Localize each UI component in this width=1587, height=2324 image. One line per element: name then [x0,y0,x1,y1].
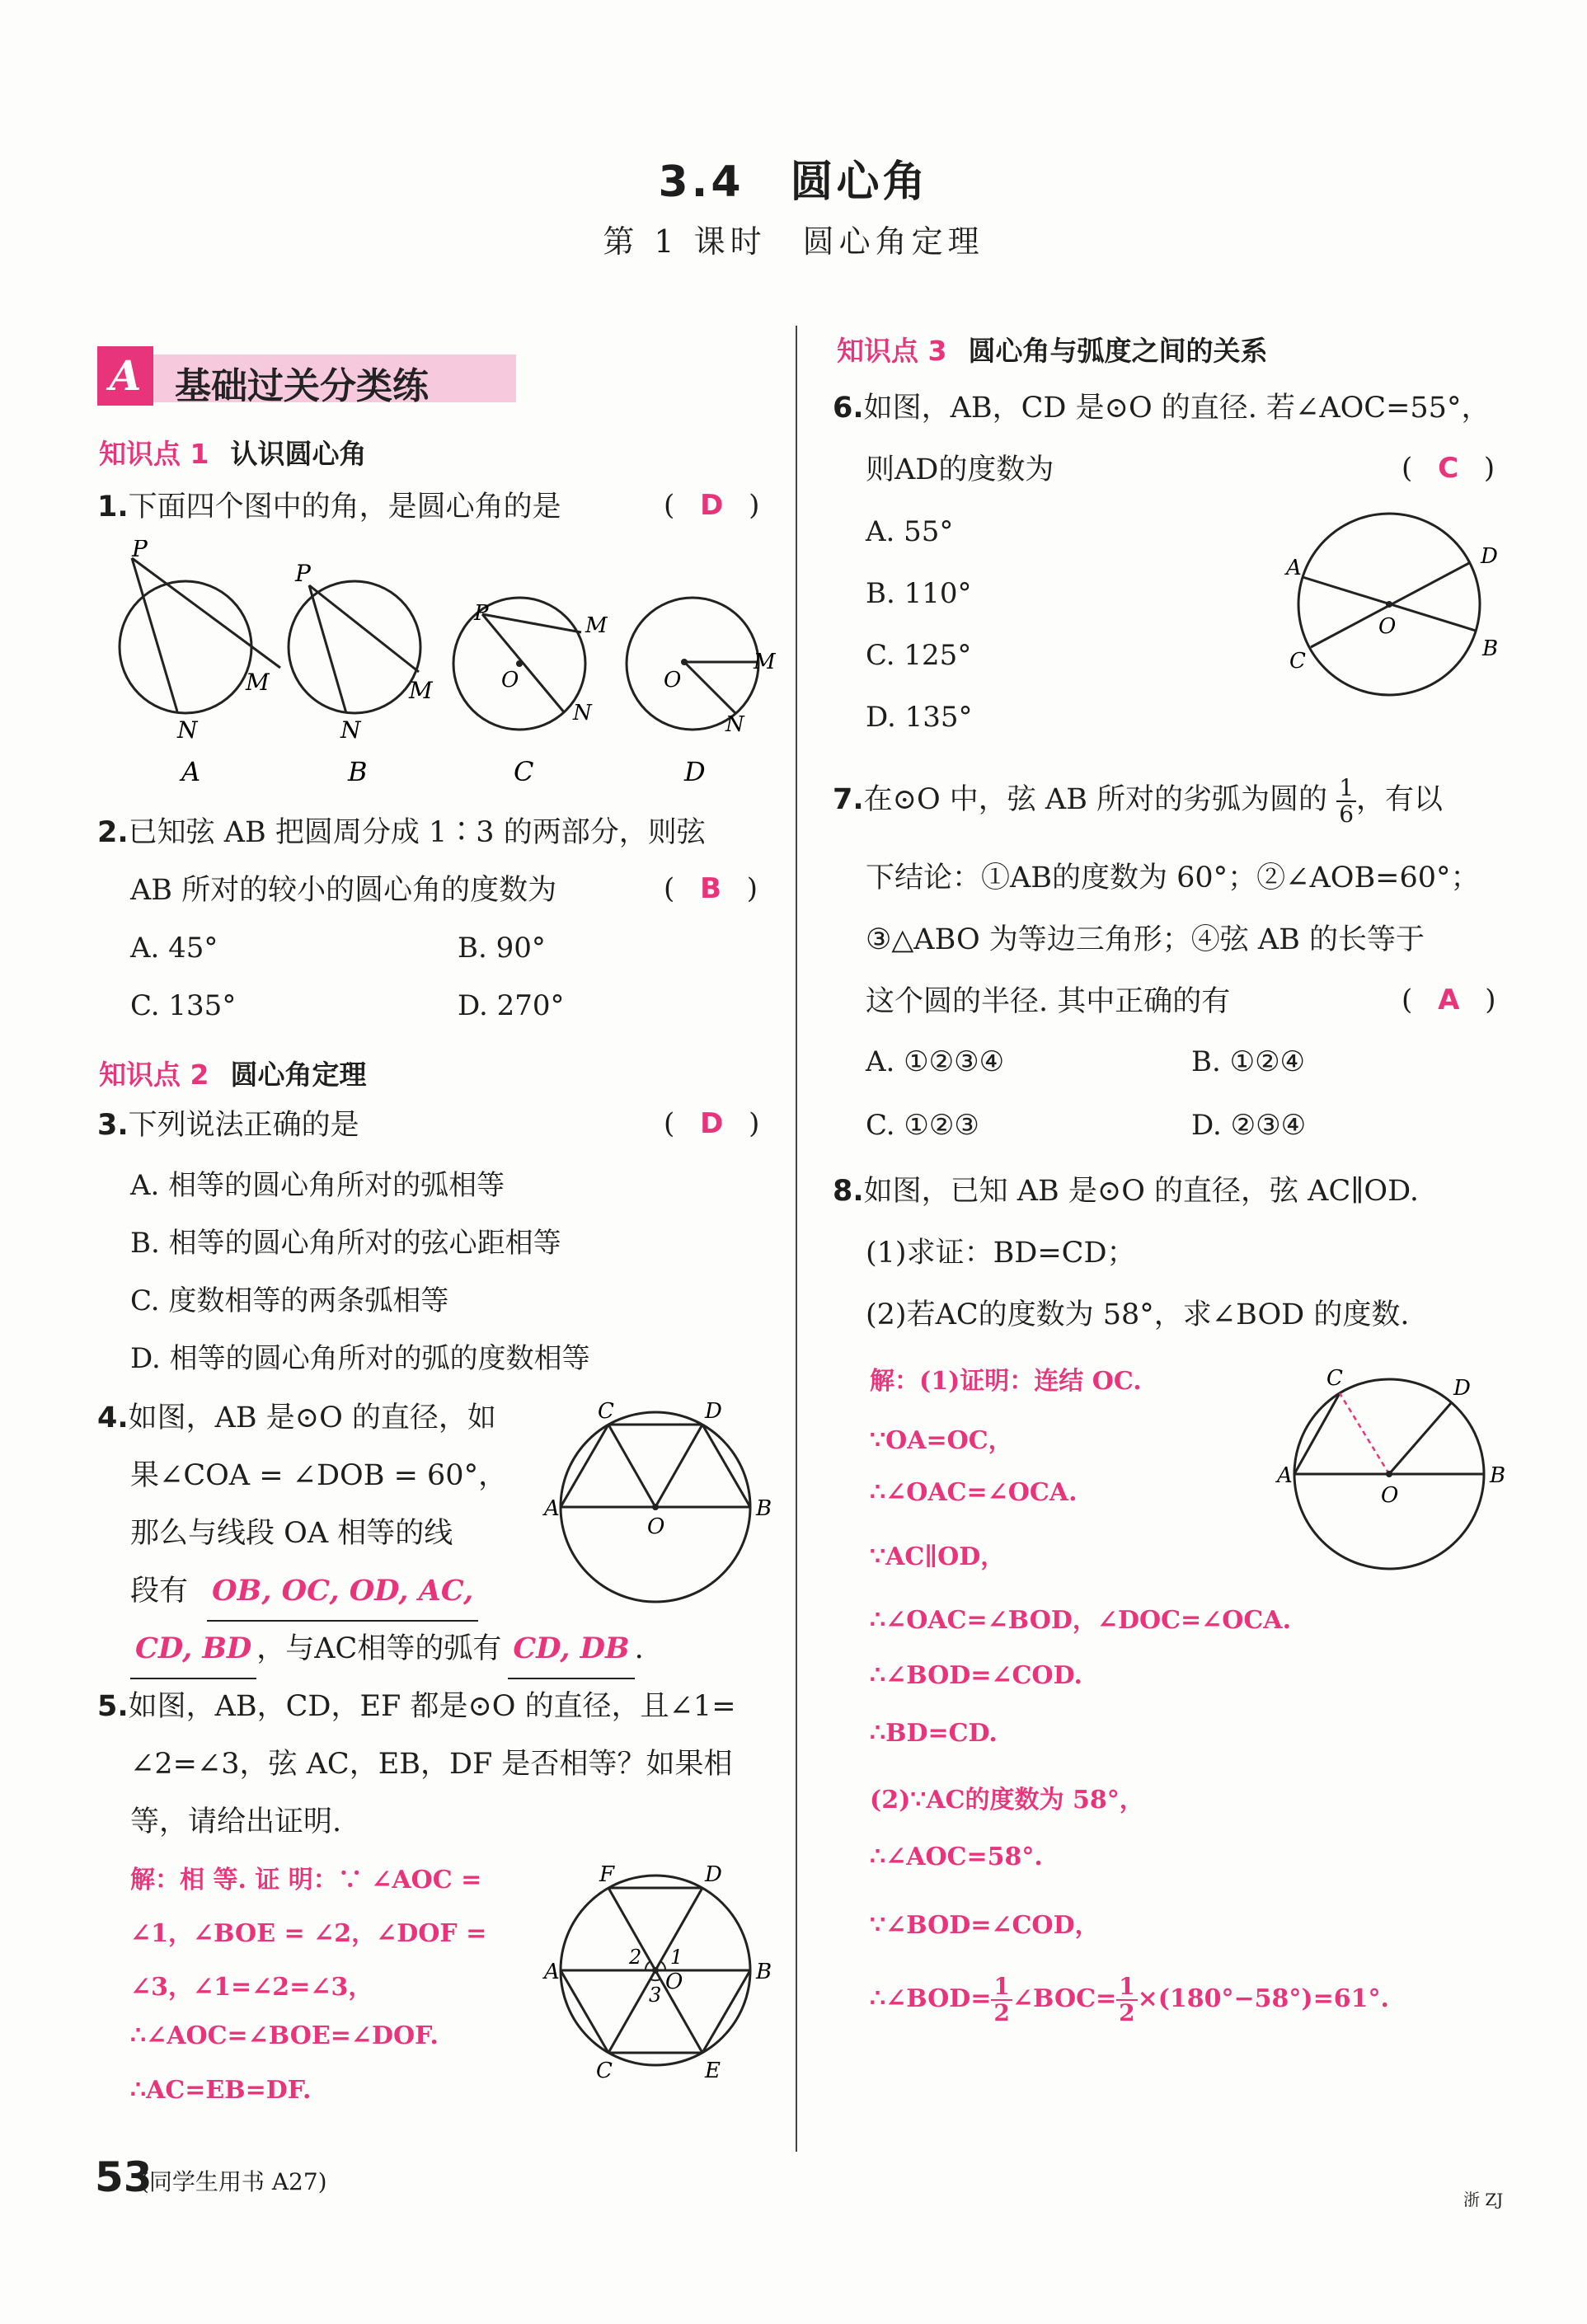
q3-option-c: C. 度数相等的两条弧相等 [130,1284,449,1317]
question-7: 7.在⊙O 中，弦 AB 所对的劣弧为圆的 $\frac{1}{6}$ ，有以 [833,773,1444,828]
svg-text:C: C [1289,649,1306,674]
svg-text:O: O [664,668,682,693]
question-8: 8.如图，已知 AB 是⊙O 的直径，弦 AC∥OD. [833,1175,1420,1208]
q3-option-a: A. 相等的圆心角所对的弧相等 [130,1169,505,1202]
q2-option-c: C. 135° [130,989,237,1022]
question-4: 4.如图，AB 是⊙O 的直径，如 [97,1401,496,1434]
svg-text:A: A [181,756,201,787]
svg-text:B: B [1490,1463,1506,1488]
fig-d [627,598,777,737]
q8-solution-3: ∴∠OAC=∠OCA. [870,1478,1078,1507]
q7-option-d: D. ②③④ [1191,1109,1307,1142]
svg-text:O: O [665,1970,683,1994]
q7-answer: ( A ) [1402,984,1496,1016]
q2-answer: ( B ) [664,872,758,905]
fig-b [289,560,434,744]
question-6: 6.如图，AB，CD 是⊙O 的直径. 若∠AOC=55°， [833,392,1491,425]
q1-figures [107,540,791,787]
q8-solution-4: ∵AC∥OD， [870,1542,1006,1571]
svg-text:M: M [754,650,776,674]
edition-tag: 浙 ZJ [1463,2190,1504,2209]
knowledge-point-2: 知识点 2 圆心角定理 [99,1059,367,1091]
q8-solution-1: 解：(1)证明：连结 OC. [870,1367,1142,1396]
q6-option-a: A. 55° [866,515,954,548]
question-1: 1.下面四个图中的角，是圆心角的是 [97,491,561,523]
svg-text:O: O [1381,1483,1399,1508]
svg-text:C: C [1326,1366,1343,1391]
q5-figure [540,1855,779,2086]
q5-solution-4: ∴∠AOC=∠BOE=∠DOF. [130,2021,439,2050]
question-7-line3: ③△ABO 为等边三角形；④弦 AB 的长等于 [866,923,1425,956]
question-7-line4: 这个圆的半径. 其中正确的有 [866,985,1231,1018]
q8-solution-5: ∴∠OAC=∠BOD，∠DOC=∠OCA. [870,1606,1292,1635]
question-8-line2: (1)求证：BD=CD； [866,1237,1136,1270]
svg-text:N: N [340,716,361,744]
fig-c [453,598,608,730]
q7-option-b: B. ①②④ [1191,1045,1306,1078]
question-4-line5: CD, BD ，与AC相等的弧有 CD, DB . [130,1620,644,1679]
svg-text:N: N [177,716,198,744]
svg-text:B: B [756,1960,772,1984]
svg-text:1: 1 [670,1946,683,1969]
q8-solution-6: ∴∠BOD=∠COD. [870,1661,1082,1690]
svg-text:A: A [1286,556,1302,580]
question-8-line3: (2)若AC的度数为 58°，求∠BOD 的度数. [866,1298,1410,1331]
q1-answer: ( D ) [664,489,760,522]
q5-solution-5: ∴AC=EB=DF. [130,2076,312,2105]
q3-option-d: D. 相等的圆心角所对的弧的度数相等 [130,1342,590,1375]
page-number: 53 [95,2153,153,2201]
svg-text:2: 2 [629,1946,642,1969]
question-6-line2: 则AD的度数为 [866,453,1054,486]
svg-text:B: B [756,1496,772,1521]
question-5-line2: ∠2=∠3，弦 AC，EB，DF 是否相等？如果相 [130,1748,733,1781]
svg-text:M: M [246,669,270,696]
q8-solution-11: ∴∠BOD= $\frac{1}{2}$ ∠BOC= $\frac{1}{2}$ ×(180°−58°)=61°. [870,1973,1389,2026]
svg-text:D: D [1453,1376,1471,1401]
svg-text:N: N [573,701,592,725]
book-reference: (同学生用书 A27) [140,2168,327,2195]
q4-blank1b: CD, BD [130,1620,256,1679]
q7-option-a: A. ①②③④ [866,1045,1005,1078]
q8-solution-9: ∴∠AOC=58°. [870,1843,1043,1871]
svg-text:B: B [1482,636,1499,661]
section-title: 3.4 圆心角 [658,157,929,207]
q2-option-a: A. 45° [130,932,218,965]
svg-text:P: P [474,601,489,626]
q6-option-d: D. 135° [866,701,973,734]
svg-text:P: P [132,540,148,562]
svg-text:A: A [544,1960,560,1984]
half-fraction-1: $\frac{1}{2}$ [991,1974,1012,2026]
q8-solution-2: ∵OA=OC， [870,1426,1013,1455]
question-4-line4: 段有 OB, OC, OD, AC, [130,1562,478,1622]
q4-blank1a: OB, OC, OD, AC, [207,1562,478,1622]
svg-text:3: 3 [649,1984,662,2007]
question-4-line2: 果∠COA = ∠DOB = 60°， [130,1459,508,1492]
q7-option-c: C. ①②③ [866,1109,979,1142]
q3-option-b: B. 相等的圆心角所对的弦心距相等 [130,1227,561,1260]
svg-text:C: C [598,1399,614,1424]
question-5: 5.如图，AB，CD，EF 都是⊙O 的直径，且∠1= [97,1690,736,1723]
q3-answer: ( D ) [664,1107,760,1140]
q6-option-c: C. 125° [866,639,972,672]
svg-text:C: C [514,756,534,787]
q8-solution-10: ∵∠BOD=∠COD， [870,1911,1100,1940]
q6-figure [1278,507,1525,713]
svg-text:F: F [599,1862,615,1887]
q8-figure [1274,1352,1521,1583]
half-fraction-2: $\frac{1}{2}$ [1116,1974,1137,2026]
q5-solution-2: ∠1，∠BOE = ∠2，∠DOF = [130,1919,487,1948]
svg-text:E: E [705,2059,721,2083]
svg-text:A: A [1277,1463,1293,1488]
knowledge-point-3: 知识点 3 圆心角与弧度之间的关系 [837,335,1268,367]
banner-text: 基础过关分类练 [175,365,429,407]
q5-solution-3: ∠3，∠1=∠2=∠3， [130,1973,373,2002]
svg-text:O: O [647,1514,665,1539]
svg-text:D: D [684,756,706,787]
svg-text:D: D [1481,544,1498,569]
knowledge-point-1: 知识点 1 认识圆心角 [99,438,367,470]
question-4-line3: 那么与线段 OA 相等的线 [130,1517,453,1550]
svg-text:O: O [501,668,519,693]
svg-text:B: B [348,756,368,787]
banner-badge: A [97,346,153,406]
question-5-line3: 等，请给出证明. [130,1805,342,1838]
question-2-line2: AB 所对的较小的圆心角的度数为 [130,874,557,907]
q2-option-b: B. 90° [458,932,546,965]
q5-solution-1: 解：相 等. 证 明：∵ ∠AOC = [130,1866,482,1894]
q8-solution-7: ∴BD=CD. [870,1719,998,1748]
q8-solution-8: (2)∵AC的度数为 58°， [870,1786,1144,1815]
lesson-subtitle: 第 1 课时 圆心角定理 [603,223,984,260]
svg-text:O: O [1378,614,1397,639]
column-divider [796,326,797,2152]
svg-text:P: P [295,560,311,587]
fig-a [120,540,280,744]
question-2: 2.已知弦 AB 把圆周分成 1∶3 的两部分，则弦 [97,816,706,849]
svg-text:N: N [725,712,744,737]
q6-answer: ( C ) [1402,452,1495,485]
q4-figure [540,1385,779,1608]
svg-text:M: M [585,613,608,638]
svg-text:C: C [596,2059,613,2083]
q2-option-d: D. 270° [458,989,565,1022]
question-3: 3.下列说法正确的是 [97,1109,359,1142]
svg-text:A: A [544,1496,560,1521]
q7-fraction: $\frac{1}{6}$ [1336,776,1356,827]
q6-option-b: B. 110° [866,577,972,610]
svg-text:M: M [409,677,433,704]
svg-text:D: D [705,1862,722,1887]
question-7-line2: 下结论：①AB的度数为 60°；②∠AOB=60°； [866,862,1480,894]
svg-text:D: D [705,1399,722,1424]
q4-blank2: CD, DB [508,1620,634,1679]
